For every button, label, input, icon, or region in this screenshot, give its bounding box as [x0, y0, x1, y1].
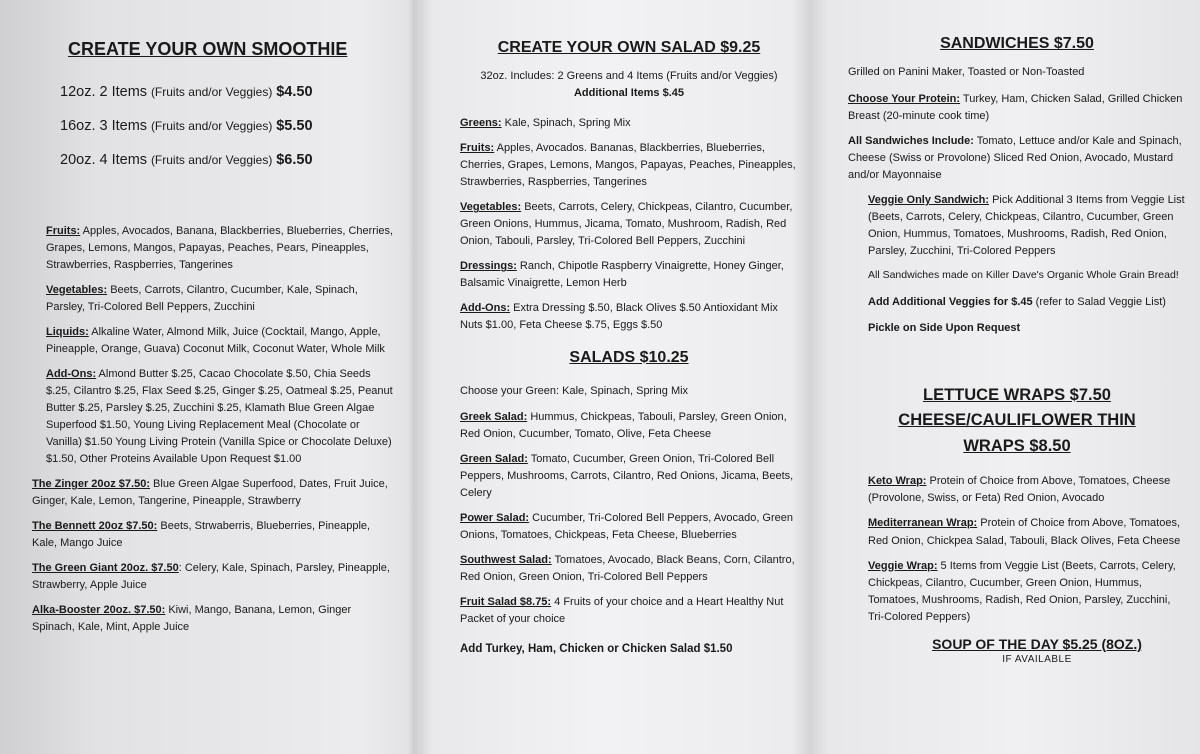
salad-add-ons [460, 300, 798, 334]
wraps-title [846, 383, 1188, 460]
item-text: Tomatoes, Avocado, Black Beans, Corn, Cilantro, Red Onion, Green Onion, Tri-Colored Bell Peppers [460, 554, 795, 584]
wraps-title-line: CHEESE/CAULIFLOWER THIN [898, 411, 1136, 430]
item-label: Southwest Salad: [460, 554, 552, 567]
salads-choose-green: Choose your Green: Kale, Spinach, Spring Mix [460, 384, 689, 397]
item-text: Kiwi, Mango, Banana, Lemon, Ginger Spinach, Kale, Mint, Apple Juice [32, 604, 352, 634]
smoothie-add-ons [46, 366, 396, 468]
size-label: 16oz. 3 Items [60, 117, 148, 134]
item-text: Extra Dressing $.50, Black Olives $.50 Antioxidant Mix Nuts $1.00, Feta Cheese $.75, Eggs $.50 [460, 302, 778, 332]
smoothie-size-20oz [60, 151, 396, 168]
item-label: Add-Ons: [46, 367, 97, 380]
item-text: Beets, Strwaberris, Blueberries, Pineapple, Kale, Mango Juice [32, 520, 371, 550]
item-label: Choose Your Protein: [848, 92, 961, 105]
item-label: The Zinger 20oz $7.50: [32, 478, 150, 491]
size-label: 12oz. 2 Items [60, 83, 148, 100]
item-label: Vegetables: [460, 201, 522, 214]
item-label: Fruits: [460, 142, 495, 155]
soup-title: SOUP OF THE DAY $5.25 (8OZ.) [932, 635, 1142, 652]
note-additional: Additional Items $.45 [573, 86, 685, 99]
item-text: 4 Fruits of your choice and a Heart Healthy Nut Packet of your choice [460, 596, 784, 626]
size-note: (Fruits and/or Veggies) [150, 84, 273, 99]
item-text: Apples, Avocados. Bananas, Blackberries, Blueberries, Cherries, Grapes, Lemons, Mangos, Papayas, Peaches, Pineapples, Strawberries, Raspberries, Tangerines [460, 142, 796, 189]
smoothie-fruits [46, 223, 396, 274]
sandwich-grilled-note: Grilled on Panini Maker, Toasted or Non-Toasted [848, 66, 1085, 78]
salad-fruits [460, 140, 798, 191]
size-price: $4.50 [276, 83, 313, 100]
item-label: Vegetables: [46, 283, 108, 296]
item-label: Fruits: [46, 224, 81, 237]
item-text: Tomato, Cucumber, Green Onion, Tri-Colored Bell Peppers, Mushrooms, Carrots, Cilantro, Red Onions, Jicama, Beets, Celery [460, 453, 794, 500]
wraps-title-line: WRAPS $8.50 [963, 436, 1071, 455]
smoothie-alka-booster [32, 602, 396, 636]
item-text: Alkaline Water, Almond Milk, Juice (Cocktail, Mango, Apple, Pineapple, Orange, Guava) Coconut Milk, Coconut Water, Whole Milk [46, 325, 385, 355]
salad-vegetables [460, 199, 798, 250]
fruit-salad [460, 594, 798, 628]
sandwich-includes [848, 133, 1188, 184]
item-label: Greens: [460, 117, 502, 129]
item-text: Hummus, Chickpeas, Tabouli, Parsley, Green Onion, Red Onion, Cucumber, Tomato, Olive, Feta Cheese [460, 411, 787, 441]
item-text: Beets, Carrots, Cilantro, Cucumber, Kale, Spinach, Parsley, Tri-Colored Bell Peppers, Zucchini [46, 283, 358, 313]
item-label: The Green Giant 20oz. $7.50 [32, 562, 179, 575]
smoothie-size-16oz [60, 117, 396, 134]
green-salad [460, 451, 798, 502]
smoothie-vegetables [46, 282, 396, 316]
sandwiches-title: SANDWICHES $7.50 [940, 35, 1094, 52]
add-veggies-label: Add Additional Veggies for $.45 [868, 295, 1033, 308]
add-veggies-ref: (refer to Salad Veggie List) [1032, 295, 1166, 308]
size-note: (Fruits and/or Veggies) [150, 118, 273, 133]
item-label: Green Salad: [460, 453, 528, 466]
sandwich-pickle-note: Pickle on Side Upon Request [868, 322, 1021, 335]
smoothie-green-giant [32, 560, 396, 594]
item-label: Veggie Only Sandwich: [868, 193, 990, 206]
salads-add-protein: Add Turkey, Ham, Chicken or Chicken Salad $1.50 [460, 642, 733, 655]
item-text: Pick Additional 3 Items from Veggie List (Beets, Carrots, Celery, Chickpeas, Cilantro, Cucumber, Green Onion, Hummus, Tomatoes, Mushrooms, Radish, Red Onion, Parsley, Zucchini, Tri-Colored Peppers [868, 193, 1185, 257]
size-price: $6.50 [276, 151, 313, 168]
item-label: Power Salad: [460, 512, 530, 525]
item-label: Veggie Wrap: [868, 559, 938, 572]
item-label: Mediterranean Wrap: [868, 517, 978, 530]
item-label: Keto Wrap: [868, 475, 927, 488]
item-text: Blue Green Algae Superfood, Dates, Fruit Juice, Ginger, Kale, Lemon, Tangerine, Pineapple, Strawberry [32, 478, 388, 508]
item-label: Liquids: [46, 325, 89, 338]
smoothie-title: CREATE YOUR OWN SMOOTHIE [68, 39, 348, 59]
item-label: Fruit Salad $8.75: [460, 596, 552, 609]
item-text: Tomato, Lettuce and/or Kale and Spinach, Cheese (Swiss or Provolone) Sliced Red Onion, Avocado, Mustard and/or Mayonnaise [848, 134, 1182, 181]
item-text: Turkey, Ham, Chicken Salad, Grilled Chicken Breast (20-minute cook time) [848, 92, 1183, 122]
item-text: Apples, Avocados, Banana, Blackberries, Blueberries, Cherries, Grapes, Lemons, Mangos, Papayas, Peaches, Pears, Pineapples, Strawberries, Raspberries, Tangerines [46, 224, 394, 271]
item-text: Cucumber, Tri-Colored Bell Peppers, Avocado, Green Onions, Tomatoes, Chickpeas, Feta Cheese, Blueberries [460, 512, 794, 542]
smoothie-panel [0, 0, 410, 754]
own-salad-title: CREATE YOUR OWN SALAD $9.25 [497, 39, 761, 56]
size-label: 20oz. 4 Items [60, 151, 148, 168]
item-text: Protein of Choice from Above, Tomatoes, Cheese (Provolone, Swiss, or Feta) Red Onion, Avocado [868, 475, 1171, 505]
power-salad [460, 510, 798, 544]
item-label: All Sandwiches Include: [848, 134, 974, 147]
salad-panel [412, 0, 808, 754]
veggie-only-sandwich [868, 192, 1188, 260]
salad-dressings [460, 258, 798, 292]
size-price: $5.50 [276, 117, 313, 134]
smoothie-size-12oz [60, 83, 396, 100]
smoothie-bennett [32, 518, 396, 552]
southwest-salad [460, 552, 798, 586]
item-label: The Bennett 20oz $7.50: [32, 520, 158, 533]
item-text: Kale, Spinach, Spring Mix [501, 117, 631, 129]
note-text: 32oz. Includes: 2 Greens and 4 Items (Fruits and/or Veggies) [480, 70, 778, 82]
salad-greens [460, 115, 798, 132]
mediterranean-wrap [868, 515, 1188, 549]
item-label: Greek Salad: [460, 411, 528, 424]
sandwich-add-veggies [868, 294, 1188, 311]
smoothie-zinger [32, 476, 396, 510]
item-text: 5 Items from Veggie List (Beets, Carrots, Celery, Chickpeas, Cilantro, Cucumber, Green Onion, Hummus, Tomatoes, Mushrooms, Radish, Red Onion, Parsley, Zucchini, Tri-Colored Peppers) [868, 559, 1176, 623]
sandwich-panel [810, 0, 1200, 754]
item-text: Almond Butter $.25, Cacao Chocolate $.50, Chia Seeds $.25, Cilantro $.25, Flax Seed $.25, Ginger $.25, Oatmeal $.25, Peanut Butter $.25, Parsley $.25, Zucchini $.25, Klamath Blue Green Algae Superfood $1.50, Young Living Replacement Meal (Chocolate or Vanilla) $1.50 Young Living Protein (Vanilla Spice or Chocolate Deluxe) $1.50, Other Proteins Available Upon Request $1.00 [46, 367, 393, 466]
item-label: Alka-Booster 20oz. $7.50: [32, 604, 166, 617]
soup-note: IF AVAILABLE [1002, 653, 1072, 665]
item-text: : Celery, Kale, Spinach, Parsley, Pineapple, Strawberry, Apple Juice [32, 562, 390, 592]
item-text: Protein of Choice from Above, Tomatoes, Red Onion, Chickpea Salad, Tabouli, Black Olives, Feta Cheese [868, 517, 1181, 547]
sandwich-protein [848, 91, 1188, 125]
greek-salad [460, 409, 798, 443]
item-text: Ranch, Chipotle Raspberry Vinaigrette, Honey Ginger, Balsamic Vinaigrette, Lemon Herb [460, 260, 784, 290]
smoothie-liquids [46, 324, 396, 358]
item-text: Beets, Carrots, Celery, Chickpeas, Cilantro, Cucumber, Green Onions, Hummus, Jicama, Tomato, Mushroom, Radish, Red Onion, Tabouli, Parsley, Tri-Colored Bell Peppers, Zucchini [460, 201, 793, 248]
keto-wrap [868, 473, 1188, 507]
sandwich-bread-note: All Sandwiches made on Killer Dave's Organic Whole Grain Bread! [868, 268, 1179, 281]
veggie-wrap [868, 558, 1178, 626]
size-note: (Fruits and/or Veggies) [150, 152, 273, 167]
wraps-title-line: LETTUCE WRAPS $7.50 [923, 385, 1111, 404]
item-label: Add-Ons: [460, 302, 511, 315]
own-salad-note [460, 68, 798, 101]
salads-title: SALADS $10.25 [569, 348, 689, 366]
item-label: Dressings: [460, 260, 517, 273]
